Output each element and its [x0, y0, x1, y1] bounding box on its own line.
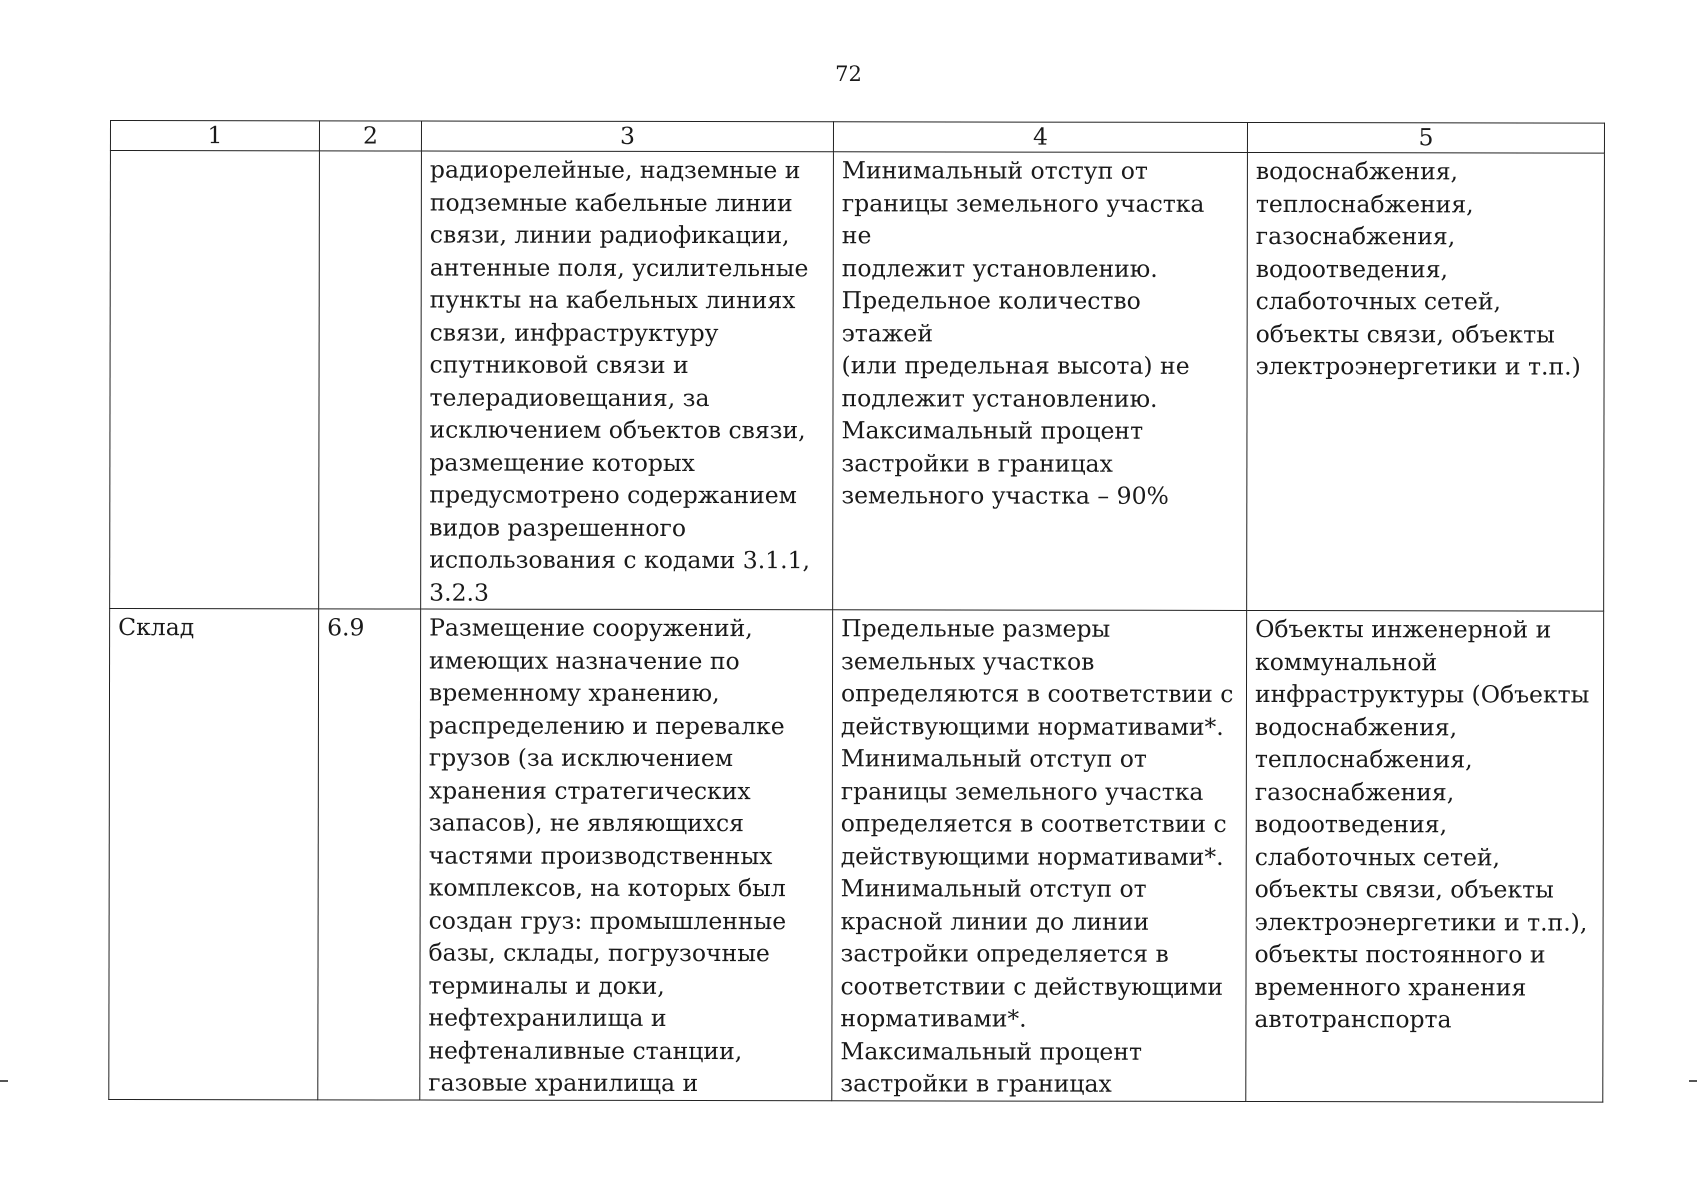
header-cell-2: 2 [319, 121, 421, 151]
use-description-cell [421, 151, 834, 610]
auxiliary-uses-cell [1247, 152, 1605, 611]
use-type-name: Склад [118, 613, 195, 642]
use-type-name-cell [109, 609, 319, 1100]
header-cell-1: 1 [110, 121, 319, 151]
header-cell-3: 3 [421, 121, 833, 152]
use-description: Размещение сооружений, имеющих назначение по временному хранению, распределению и перевалке грузов (за исключением хранения стратегических запасов), не являющихся частями производственных комплексов, на которых был создан груз: промышленные базы, склады, погрузочные терминалы и доки, нефтехранилища и нефтеналивные станции, газовые хранилища и [428, 613, 787, 1098]
use-description-cell [420, 609, 833, 1100]
use-description: радиорелейные, надземные и подземные кабельные линии связи, линии радиофикации, антенные поля, усилительные пункты на кабельных линиях связи, инфраструктуру спутниковой связи и телерадиовещания, за исключением объектов связи, размещение которых предусмотрено содержанием видов разрешенного использования с кодами 3.1.1, 3.2.3 [429, 155, 811, 607]
auxiliary-uses-cell [1246, 610, 1604, 1101]
auxiliary-uses-text: Объекты инженерной и коммунальной инфраструктуры (Объекты водоснабжения, теплоснабжения, газоснабжения, водоотведения, слаботочных сетей, объекты связи, объекты электроэнергетики и т.п.), объекты постоянного и временного хранения автотранспорта [1254, 614, 1590, 1034]
page-number: 72 [835, 62, 862, 86]
use-type-name-cell [110, 151, 320, 609]
parameters-cell [832, 610, 1247, 1101]
scan-edge-mark-left [0, 1080, 8, 1082]
use-type-code-cell [318, 609, 421, 1100]
zoning-table [108, 120, 1605, 1102]
parameters-text: Минимальный отступ от границы земельного участка не подлежит установлению. Предельное количество этажей (или предельная высота) не подлежит установлению. Максимальный процент застройки в границах земельного участка – 90% [841, 156, 1205, 510]
use-type-code: 6.9 [327, 613, 365, 642]
table-header-row [110, 121, 1604, 154]
header-cell-5: 5 [1247, 122, 1604, 153]
parameters-cell [833, 152, 1248, 611]
table-row [110, 151, 1605, 612]
header-cell-4: 4 [833, 122, 1247, 153]
use-type-code-cell [319, 151, 422, 609]
scan-edge-mark-right [1689, 1080, 1697, 1082]
table-row [109, 609, 1604, 1102]
auxiliary-uses-text: водоснабжения, теплоснабжения, газоснабжения, водоотведения, слаботочных сетей, объекты связи, объекты электроэнергетики и т.п.) [1255, 157, 1581, 381]
parameters-text: Предельные размеры земельных участков определяются в соответствии с действующими нормативами*. Минимальный отступ от границы земельного участка определяется в соответствии с действующими нормативами*. Минимальный отступ от красной линии до линии застройки определяется в соответствии с действующими нормативами*. Максимальный процент застройки в границах [840, 614, 1234, 1098]
